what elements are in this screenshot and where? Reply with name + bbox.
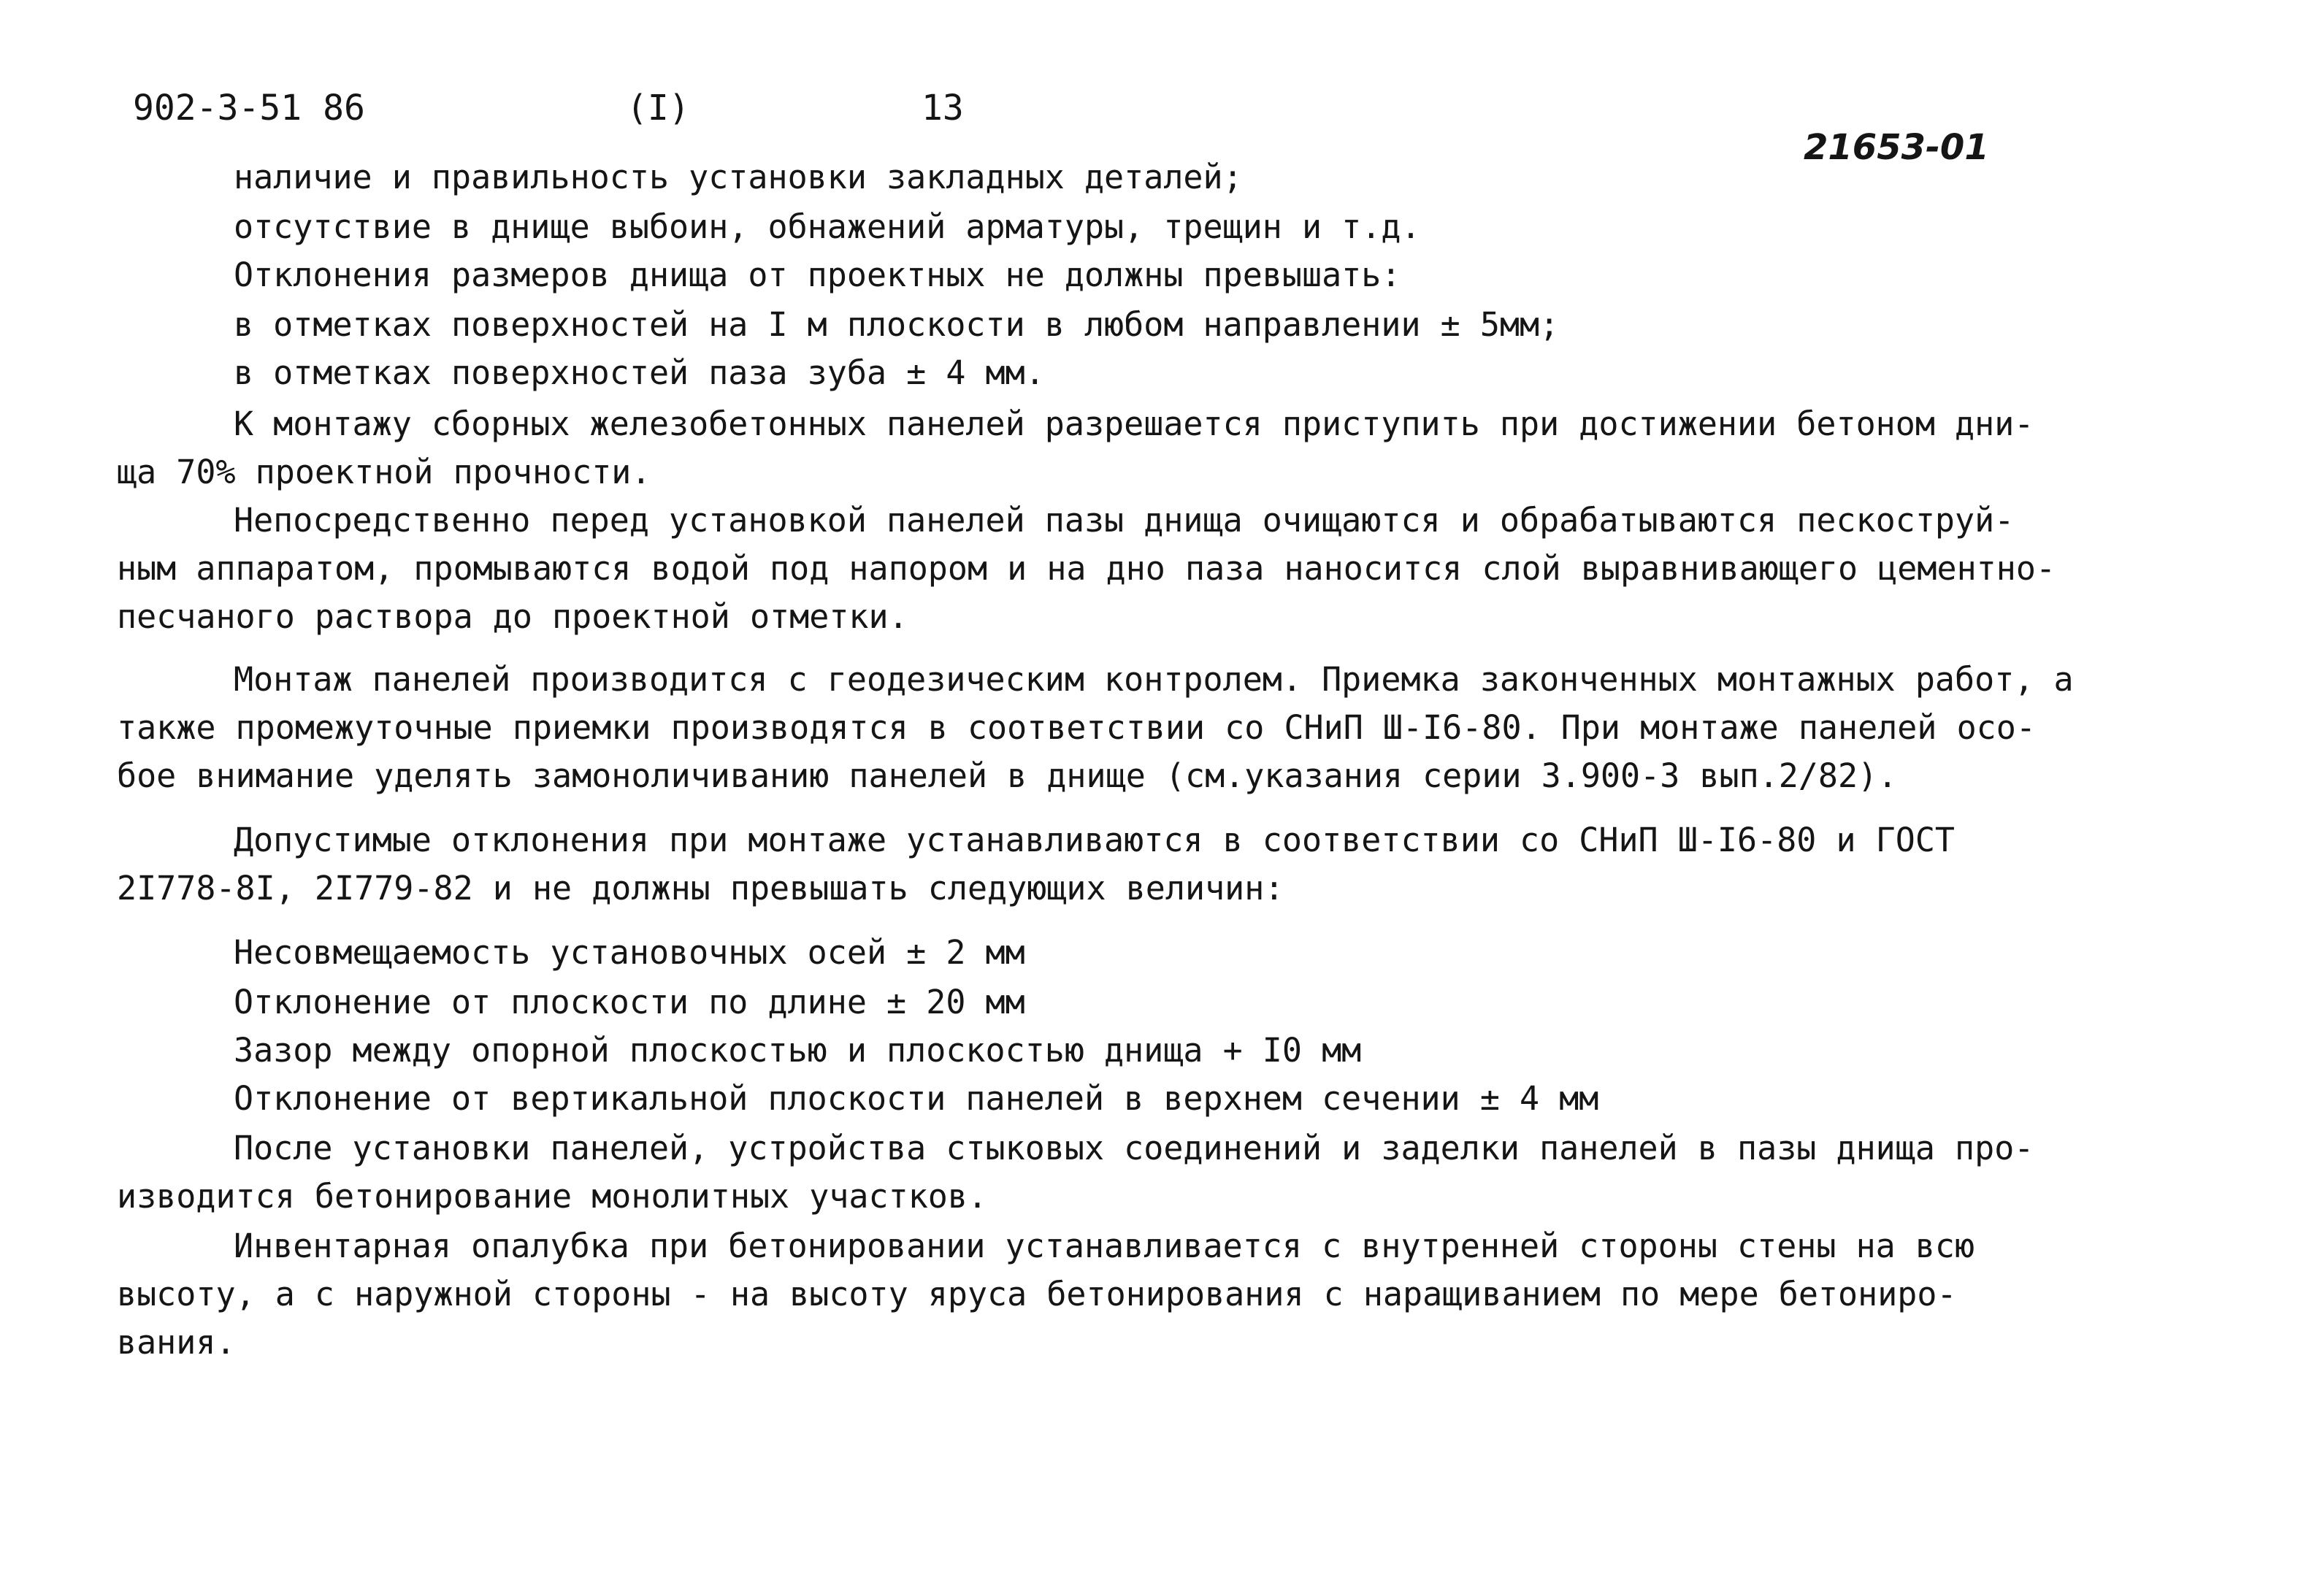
- text-line: ным аппаратом, промываются водой под напором и на дно паза наносится слой выравнивающего цементно-: [117, 549, 2056, 588]
- text-line: ща 70% проектной прочности.: [117, 453, 651, 491]
- text-line: Инвентарная опалубка при бетонировании устанавливается с внутренней стороны стены на всю: [234, 1227, 1975, 1265]
- text-line: Несовмещаемость установочных осей ± 2 мм: [234, 933, 1025, 972]
- text-line: Отклонение от вертикальной плоскости панелей в верхнем сечении ± 4 мм: [234, 1079, 1599, 1118]
- text-line: Зазор между опорной плоскостью и плоскостью днища + I0 мм: [234, 1031, 1362, 1070]
- text-line: Допустимые отклонения при монтаже устанавливаются в соответствии со СНиП Ш-I6-80 и ГОСТ: [234, 821, 1955, 859]
- document-number: 902-3-51 86: [133, 88, 365, 128]
- registration-code: 21653-01: [1804, 127, 1989, 168]
- text-line: в отметках поверхностей паза зуба ± 4 мм.: [234, 353, 1045, 392]
- section-number: (I): [627, 88, 690, 128]
- text-line: изводится бетонирование монолитных участков.: [117, 1177, 988, 1216]
- text-line: наличие и правильность установки закладных деталей;: [234, 158, 1243, 196]
- text-line: Отклонение от плоскости по длине ± 20 мм: [234, 983, 1025, 1021]
- text-line: Монтаж панелей производится с геодезическим контролем. Приемка законченных монтажных работ, а: [234, 660, 2074, 699]
- text-line: песчаного раствора до проектной отметки.: [117, 597, 908, 636]
- text-line: отсутствие в днище выбоин, обнажений арматуры, трещин и т.д.: [234, 207, 1421, 246]
- text-line: высоту, а с наружной стороны - на высоту яруса бетонирования с наращиванием по мере бетониро-: [117, 1275, 1957, 1313]
- text-line: также промежуточные приемки производятся в соответствии со СНиП Ш-I6-80. При монтаже панелей осо-: [117, 708, 2036, 747]
- text-line: бое внимание уделять замоноличиванию панелей в днище (см.указания серии 3.900-3 вып.2/82).: [117, 756, 1898, 795]
- page-number: 13: [922, 88, 964, 128]
- text-line: После установки панелей, устройства стыковых соединений и заделки панелей в пазы днища про-: [234, 1129, 2034, 1167]
- text-line: Отклонения размеров днища от проектных не должны превышать:: [234, 256, 1401, 294]
- text-line: в отметках поверхностей на I м плоскости в любом направлении ± 5мм;: [234, 305, 1560, 344]
- text-line: 2I778-8I, 2I779-82 и не должны превышать следующих величин:: [117, 869, 1284, 908]
- text-line: вания.: [117, 1323, 236, 1362]
- text-line: К монтажу сборных железобетонных панелей разрешается приступить при достижении бетоном дни-: [234, 404, 2034, 443]
- text-line: Непосредственно перед установкой панелей пазы днища очищаются и обрабатываются пескоструй-: [234, 501, 2015, 540]
